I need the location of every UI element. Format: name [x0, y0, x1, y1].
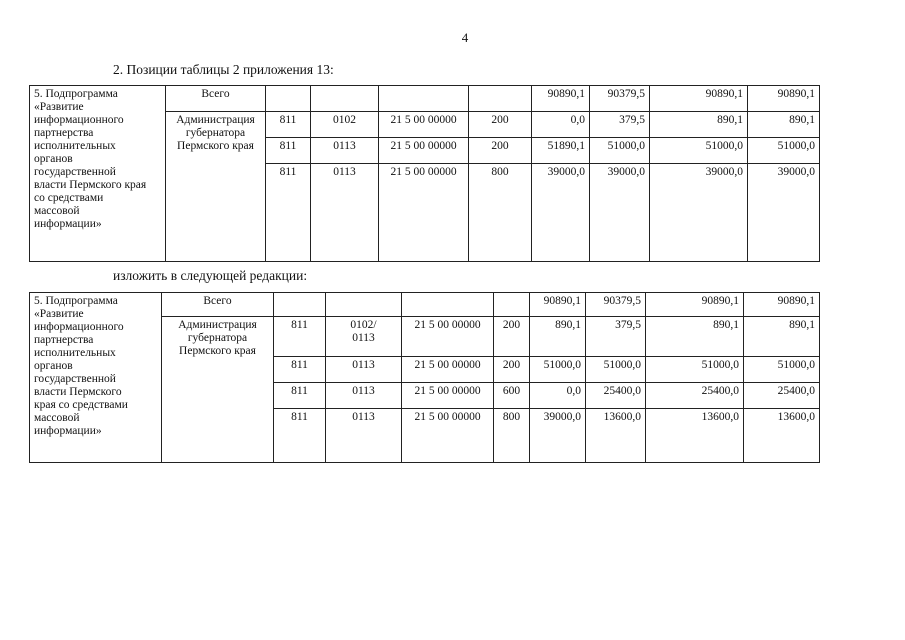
expense-type: 800: [494, 409, 530, 463]
empty-cell: [311, 86, 379, 112]
page-number: 4: [461, 30, 469, 45]
value-cell: 379,5: [586, 317, 646, 357]
administrator-name: Администрация губернатора Пермского края: [162, 317, 274, 463]
total-label: Всего: [162, 293, 274, 317]
value-cell: 890,1: [744, 317, 820, 357]
value-cell: 39000,0: [650, 164, 748, 262]
value-cell: 25400,0: [744, 383, 820, 409]
empty-cell: [469, 86, 532, 112]
value-cell: 13600,0: [586, 409, 646, 463]
target-code: 21 5 00 00000: [402, 383, 494, 409]
total-label: Всего: [166, 86, 266, 112]
value-cell: 51000,0: [586, 357, 646, 383]
empty-cell: [402, 293, 494, 317]
target-code: 21 5 00 00000: [379, 164, 469, 262]
empty-cell: [326, 293, 402, 317]
value-cell: 51000,0: [530, 357, 586, 383]
section-code: 0113: [311, 138, 379, 164]
empty-cell: [494, 293, 530, 317]
value-cell: 51000,0: [590, 138, 650, 164]
section2-heading: изложить в следующей редакции:: [113, 268, 308, 283]
value-cell: 51000,0: [646, 357, 744, 383]
total-value: 90890,1: [748, 86, 820, 112]
administrator-name: Администрация губернатора Пермского края: [166, 112, 266, 262]
target-code: 21 5 00 00000: [402, 357, 494, 383]
value-cell: 0,0: [532, 112, 590, 138]
total-value: 90890,1: [530, 293, 586, 317]
value-cell: 39000,0: [590, 164, 650, 262]
value-cell: 39000,0: [530, 409, 586, 463]
ministry-code: 811: [266, 164, 311, 262]
value-cell: 379,5: [590, 112, 650, 138]
value-cell: 51000,0: [744, 357, 820, 383]
subprogram-cell: [30, 86, 166, 262]
value-cell: 890,1: [748, 112, 820, 138]
value-cell: 890,1: [650, 112, 748, 138]
table-new-positions: [29, 292, 820, 463]
expense-type: 600: [494, 383, 530, 409]
section-code: 0113: [326, 409, 402, 463]
empty-cell: [379, 86, 469, 112]
expense-type: 800: [469, 164, 532, 262]
value-cell: 51000,0: [650, 138, 748, 164]
section-code: 0113: [326, 357, 402, 383]
section-code-text: 0102/ 0113: [350, 319, 377, 344]
value-cell: 890,1: [530, 317, 586, 357]
total-value: 90890,1: [650, 86, 748, 112]
subprogram-name: 5. Подпрограмма «Развитие информационного партнерства исполнительных органов государственной власти Пермского края со средствами массовой информации»: [34, 88, 147, 230]
section-code: 0113: [311, 164, 379, 262]
total-value: 90890,1: [646, 293, 744, 317]
ministry-code: 811: [266, 112, 311, 138]
expense-type: 200: [469, 112, 532, 138]
value-cell: 0,0: [530, 383, 586, 409]
value-cell: 51890,1: [532, 138, 590, 164]
value-cell: 39000,0: [748, 164, 820, 262]
value-cell: 13600,0: [744, 409, 820, 463]
section-code: [326, 317, 402, 357]
value-cell: 51000,0: [748, 138, 820, 164]
value-cell: 25400,0: [646, 383, 744, 409]
section-code: 0102: [311, 112, 379, 138]
value-cell: 13600,0: [646, 409, 744, 463]
section-code: 0113: [326, 383, 402, 409]
ministry-code: 811: [266, 138, 311, 164]
total-value: 90890,1: [744, 293, 820, 317]
target-code: 21 5 00 00000: [402, 409, 494, 463]
empty-cell: [266, 86, 311, 112]
empty-cell: [274, 293, 326, 317]
expense-type: 200: [469, 138, 532, 164]
ministry-code: 811: [274, 383, 326, 409]
total-value: 90890,1: [532, 86, 590, 112]
section1-heading: 2. Позиции таблицы 2 приложения 13:: [113, 62, 334, 77]
ministry-code: 811: [274, 357, 326, 383]
value-cell: 890,1: [646, 317, 744, 357]
ministry-code: 811: [274, 317, 326, 357]
subprogram-name: 5. Подпрограмма «Развитие информационного партнерства исполнительных органов государственной власти Пермского края со средствами массовой информации»: [34, 295, 128, 437]
total-value: 90379,5: [586, 293, 646, 317]
value-cell: 39000,0: [532, 164, 590, 262]
table-old-positions: [29, 85, 820, 262]
expense-type: 200: [494, 357, 530, 383]
target-code: 21 5 00 00000: [402, 317, 494, 357]
subprogram-cell: [30, 293, 162, 463]
total-value: 90379,5: [590, 86, 650, 112]
value-cell: 25400,0: [586, 383, 646, 409]
ministry-code: 811: [274, 409, 326, 463]
target-code: 21 5 00 00000: [379, 138, 469, 164]
expense-type: 200: [494, 317, 530, 357]
target-code: 21 5 00 00000: [379, 112, 469, 138]
